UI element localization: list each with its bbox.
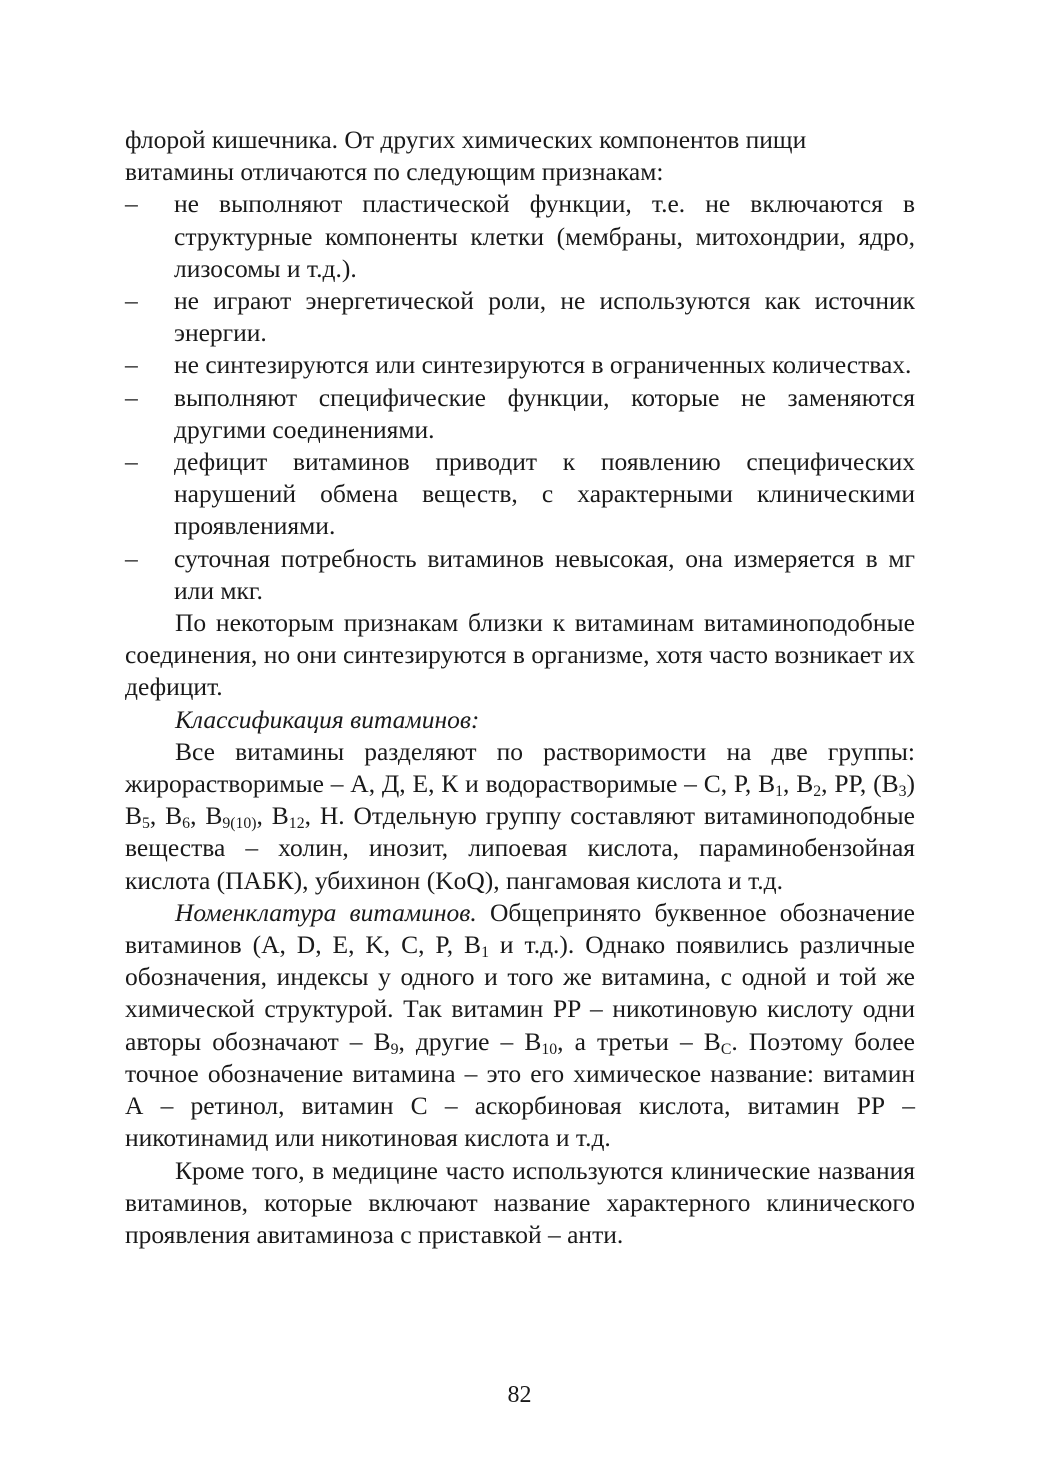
intro-line-1: флорой кишечника. От других химических компонентов пищи <box>125 125 807 154</box>
dash-bullet: – <box>125 543 138 573</box>
dash-bullet: – <box>125 350 138 380</box>
classification-paragraph <box>125 736 915 897</box>
intro-line-2: витамины отличаются по следующим признакам: <box>125 157 664 187</box>
classification-heading: Классификация витаминов: <box>175 704 480 734</box>
text-run: , B <box>149 801 183 831</box>
intro-paragraph <box>125 124 915 188</box>
subscript: 10 <box>541 1040 558 1058</box>
list-item <box>125 188 915 285</box>
text-run: , B <box>190 801 223 831</box>
list-item <box>125 285 915 349</box>
dash-bullet: – <box>125 382 138 412</box>
list-item <box>125 543 915 607</box>
list-item-text: не синтезируются или синтезируются в ограниченных количествах. <box>174 350 912 380</box>
text-run: и т.д.). Однако появились различные обозначения, индексы у одного и того же витамина, с одной и той же химической структурой. Так витамин PP – никотиновую кислоту одни авторы обозначают – B <box>125 930 915 1056</box>
vitaminlike-paragraph: По некоторым признакам близки к витаминам витаминоподобные соединения, но они синтезируются в организме, хотя часто возникает их дефицит. <box>125 608 915 702</box>
subscript: 3 <box>898 783 907 800</box>
page-number: 82 <box>507 1382 532 1408</box>
subscript: 5 <box>142 815 150 833</box>
subscript: 9 <box>390 1040 399 1058</box>
list-item-text: выполняют специфические функции, которые не заменяются другими соединениями. <box>174 382 915 444</box>
text-run: . Поэтому более точное обозначение витамина – это его химическое название: витамин А – ретинол, витамин С – аскорбиновая кислота, витамин РР – никотинамид или никотиновая кислота и т.д. <box>125 1026 915 1153</box>
text-run: , другие – B <box>398 1026 542 1056</box>
clinical-paragraph: Кроме того, в медицине часто используются клинические названия витаминов, которые включают название характерного клинического проявления авитаминоза с приставкой – анти. <box>125 1155 915 1249</box>
subscript: C <box>720 1040 732 1058</box>
nomenclature-heading: Номенклатура витаминов. <box>175 897 477 927</box>
text-run: Общепринято буквенное обозначение витаминов (A, D, E, K, C, P, B <box>125 897 915 960</box>
dash-bullet: – <box>125 447 138 477</box>
text-run: Все витамины разделяют по растворимости на две группы: жирорастворимые – А, Д, Е, К и водорастворимые – С, Р, В <box>125 736 915 799</box>
list-item-text: дефицит витаминов приводит к появлению специфических нарушений обмена веществ, с характерными клиническими проявлениями. <box>174 447 915 541</box>
list-item-text: не играют энергетической роли, не используются как источник энергии. <box>174 286 915 348</box>
dash-bullet: – <box>125 286 138 316</box>
list-item <box>125 446 915 543</box>
dash-bullet: – <box>125 189 138 219</box>
list-item-text: не выполняют пластической функции, т.е. не включаются в структурные компоненты клетки (мембраны, митохондрии, ядро, лизосомы и т.д.). <box>174 189 915 283</box>
subscript: 12 <box>288 815 305 833</box>
text-run: , В <box>783 769 814 799</box>
subscript: 1 <box>481 944 489 962</box>
text-run: , PP, (B <box>821 769 899 799</box>
subscript: 2 <box>813 783 822 800</box>
subscript: 6 <box>182 815 191 833</box>
list-item <box>125 349 915 381</box>
properties-list <box>125 188 915 607</box>
text-run: , H. Отдельную группу составляют витаминоподобные вещества – холин, инозит, липоевая кислота, параминобензойная кислота (ПАБК), убихинон (KoQ), пангамовая кислота и т.д. <box>125 801 915 895</box>
text-run: , B <box>256 801 289 831</box>
text-run: ) B <box>125 769 915 831</box>
nomenclature-paragraph <box>125 897 915 1155</box>
list-item-text: суточная потребность витаминов невысокая, она измеряется в мг или мкг. <box>174 543 915 605</box>
list-item <box>125 382 915 446</box>
body-text <box>125 124 915 1251</box>
text-run: , а третьи – B <box>557 1026 721 1056</box>
subscript: 9(10) <box>222 815 257 833</box>
subscript: 1 <box>775 783 784 800</box>
